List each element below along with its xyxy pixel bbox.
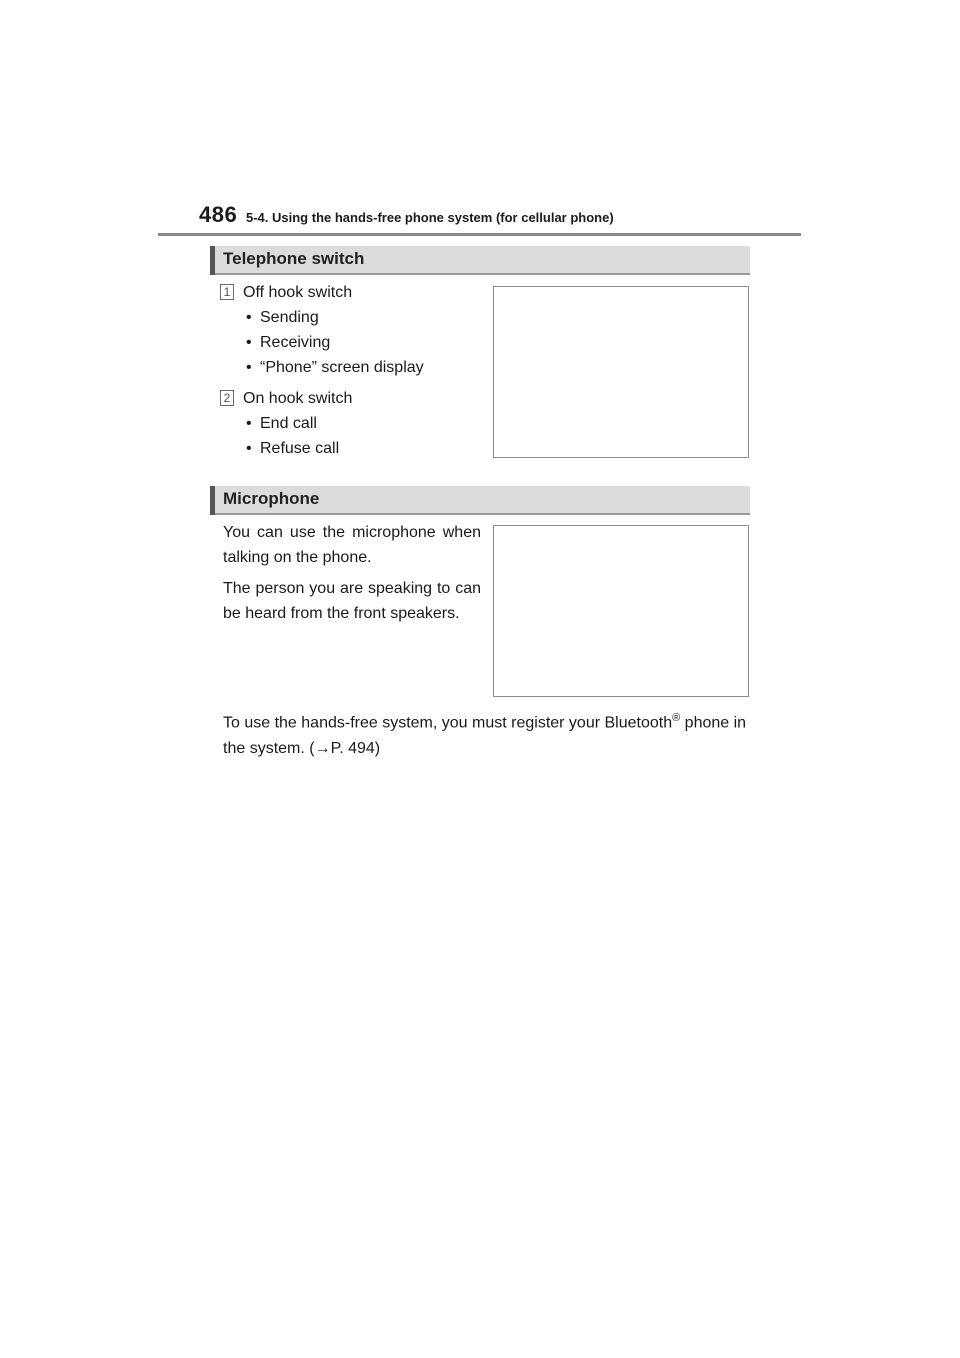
microphone-image [493,525,749,697]
page-number: 486 [199,202,238,227]
section-header-microphone [210,486,750,515]
header-rule [158,233,801,236]
item-number-badge: 1 [220,284,234,300]
section-title: Microphone [223,489,320,508]
telephone-switch-image [493,286,749,458]
speaker-paragraph: The person you are speaking to can be heard from the front speakers. [223,580,481,622]
list-item: • “Phone” screen display [246,359,424,376]
list-item: • Refuse call [246,440,340,457]
list-item: • Sending [246,309,319,326]
page-reference-link[interactable]: P. 494 [330,740,375,758]
list-item: • End call [246,415,317,432]
chapter-title: 5-4. Using the hands-free phone system (for cellular phone) [246,210,614,225]
microphone-paragraph: You can use the microphone when talking on the phone. [223,524,481,566]
item-label-off-hook: Off hook switch [243,284,353,301]
list-item: • Receiving [246,334,331,351]
section-title: Telephone switch [223,249,365,268]
arrow-right-icon: → [314,740,331,758]
section-header-telephone-switch [210,246,750,275]
item-label-on-hook: On hook switch [243,390,353,407]
registration-note: To use the hands-free system, you must register your Bluetooth® phone in the system. (→P. 494) [223,712,747,758]
registered-mark: ® [672,712,681,724]
item-number-badge: 2 [220,390,234,406]
